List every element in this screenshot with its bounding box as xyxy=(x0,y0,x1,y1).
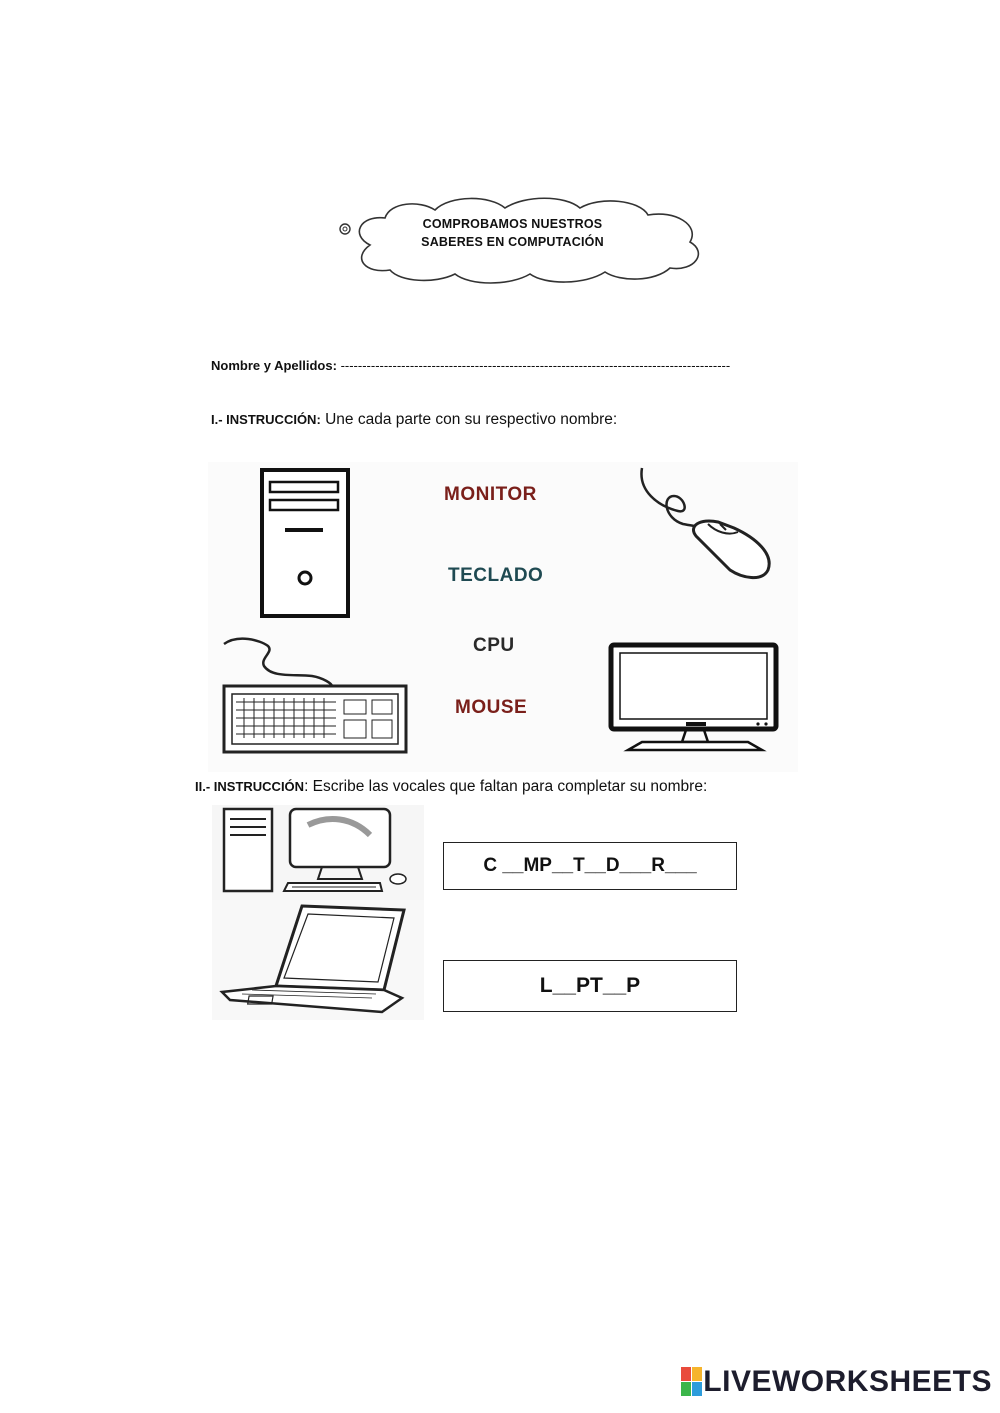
computer-images-panel xyxy=(212,805,424,1020)
monitor-icon xyxy=(608,642,783,754)
page-title-line1: COMPROBAMOS NUESTROS xyxy=(422,217,603,231)
cloud-bubble-icon xyxy=(340,224,350,234)
laptop-icon xyxy=(212,900,424,1020)
answer-laptop-text: L__PT__P xyxy=(539,974,641,997)
brand-name: LIVEWORKSHEETS xyxy=(703,1365,992,1398)
word-cpu[interactable]: CPU xyxy=(473,635,515,656)
name-field[interactable] xyxy=(211,358,771,373)
matching-panel xyxy=(208,462,798,772)
instruction-2-text: : Escribe las vocales que faltan para completar su nombre: xyxy=(304,778,708,795)
mouse-icon xyxy=(638,466,778,581)
instruction-1-text: Une cada parte con su respectivo nombre: xyxy=(320,411,618,428)
instruction-2 xyxy=(195,778,707,796)
answer-computadora-text: C __MP__T__D___R___ xyxy=(483,855,697,876)
liveworksheets-logo[interactable] xyxy=(681,1365,992,1399)
cpu-tower-icon xyxy=(260,468,352,618)
name-dashes: ------------------------------------------------------------------------------------------ xyxy=(340,358,731,373)
name-label: Nombre y Apellidos: xyxy=(211,358,337,373)
keyboard-icon xyxy=(220,632,410,757)
word-teclado[interactable]: TECLADO xyxy=(448,565,544,586)
instruction-1-prefix: I.- INSTRUCCIÓN: xyxy=(211,412,321,427)
instruction-2-prefix: II.- INSTRUCCIÓN xyxy=(195,779,305,794)
answer-box-laptop[interactable] xyxy=(443,960,737,1012)
answer-box-computadora[interactable] xyxy=(443,842,737,890)
word-monitor[interactable]: MONITOR xyxy=(444,484,537,505)
word-mouse[interactable]: MOUSE xyxy=(455,697,528,718)
instruction-1 xyxy=(211,411,617,429)
page-title-line2: SABERES EN COMPUTACIÓN xyxy=(421,235,604,249)
logo-squares-icon xyxy=(681,1367,703,1397)
desktop-computer-icon xyxy=(212,805,424,900)
